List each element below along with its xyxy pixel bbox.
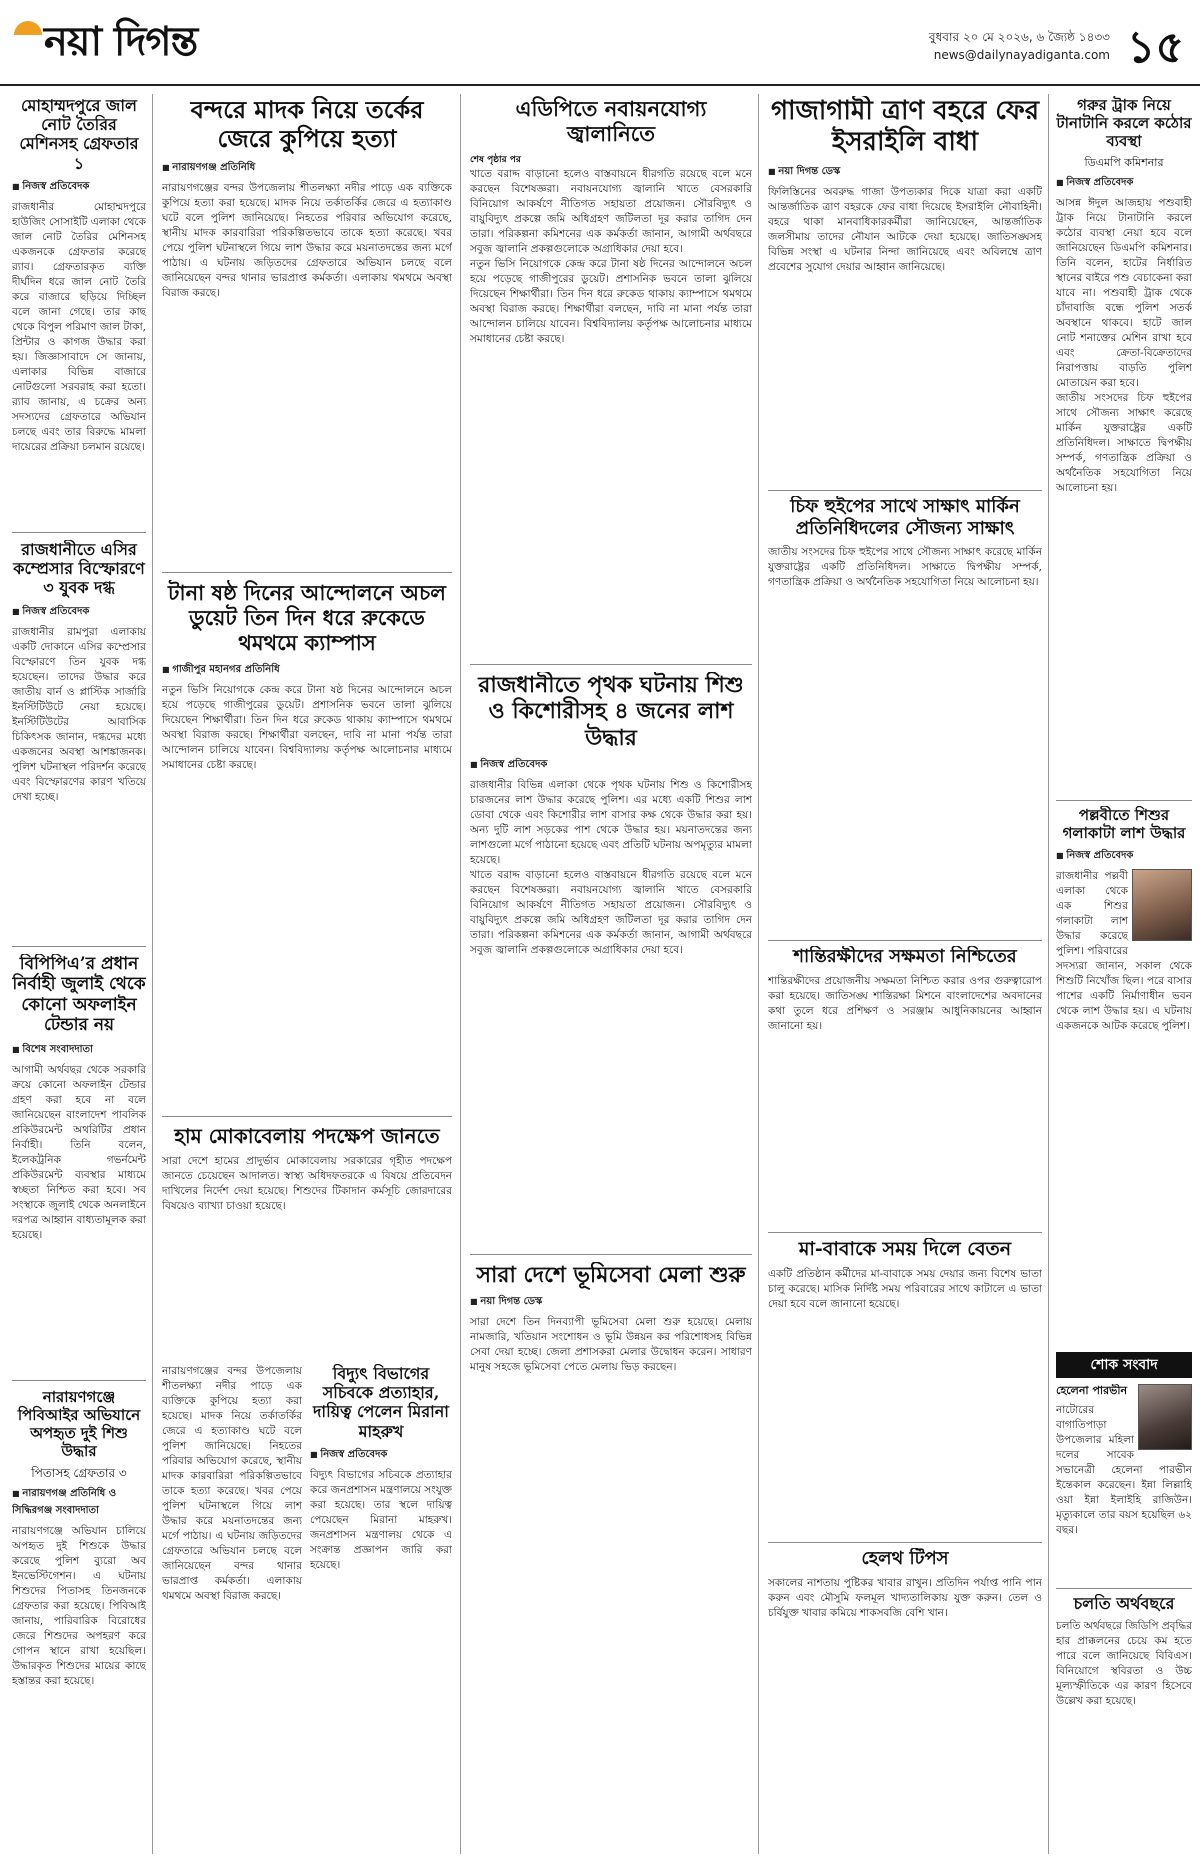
article-gaza-flotilla (768, 96, 1042, 486)
divider (162, 1116, 452, 1117)
article-body: রাজধানীর বিভিন্ন এলাকা থেকে পৃথক ঘটনায় শিশু ও কিশোরীসহ চারজনের লাশ উদ্ধার করেছে পুলিশ। এর মধ্যে একটি শিশুর লাশ ডোবা থেকে এবং কিশোরীর লাশ বাসার কক্ষ থেকে উদ্ধার করা হয়। অন্য দুটি লাশ সড়কের পাশ থেকে উদ্ধার হয়। ময়নাতদন্তের জন্য লাশগুলো মর্গে পাঠানো হয়েছে এবং প্রতিটি ঘটনায় অপমৃত্যুর মামলা হয়েছে। (470, 779, 752, 867)
subheadline: ডিএমপি কমিশনার (1084, 156, 1164, 169)
article-health-tips (768, 1548, 1042, 1854)
article-body: বিদ্যুৎ বিভাগের সচিবকে প্রত্যাহার করে জনপ্রশাসন মন্ত্রণালয়ে সংযুক্ত করা হয়েছে। তার স্থলে দায়িত্ব পেয়েছেন মিরানা মাহরুখ। জনপ্রশাসন মন্ত্রণালয় থেকে এ সংক্রান্ত প্রজ্ঞাপন জারি করা হয়েছে। (310, 1468, 452, 1571)
article-pbi-rescue (12, 1388, 146, 1854)
article-body: নতুন ভিসি নিয়োগকে কেন্দ্র করে টানা ষষ্ঠ দিনের আন্দোলনে অচল হয়ে পড়েছে গাজীপুরের ডুয়েট। প্রশাসনিক ভবনে তালা ঝুলিয়ে দিয়েছেন শিক্ষার্থীরা। তিন দিন ধরে রুকেড থাকায় ক্যাম্পাসে থমথমে অবস্থা বিরাজ করছে। শিক্ষার্থীরা বলছেন, দাবি না মানা পর্যন্ত তারা আন্দোলন চালিয়ে যাবেন। বিশ্ববিদ্যালয় কর্তৃপক্ষ আলোচনার মাধ্যমে সমাধানের চেষ্টা করছে। (162, 683, 452, 771)
article-cattle-truck (1056, 96, 1192, 796)
divider (768, 1232, 1042, 1233)
divider (470, 664, 752, 665)
article-bppa (12, 954, 146, 1374)
article-body: নারায়ণগঞ্জে অভিযান চালিয়ে অপহৃত দুই শিশুকে উদ্ধার করেছে পুলিশ ব্যুরো অব ইনভেস্টিগেশন। এ ঘটনায় শিশুদের পিতাসহ তিনজনকে গ্রেফতার করা হয়েছে। পিবিআই জানায়, পারিবারিক বিরোধের জেরে শিশুদের অপহরণ করে গোপন স্থানে রাখা হয়েছিল। উদ্ধারকৃত শিশুদের মায়ের কাছে হস্তান্তর করা হয়েছে। (12, 1525, 146, 1688)
obituary-photo (1138, 1384, 1192, 1450)
headline[interactable]: বিপিপিএ’র প্রধান নির্বাহী জুলাই থেকে কোনো অফলাইন টেন্ডার নয় (12, 954, 146, 1036)
byline: ■ নয়া দিগন্ত ডেস্ক (768, 164, 1042, 181)
website[interactable]: news@dailynayadiganta.com (933, 48, 1110, 62)
article-body: নতুন ভিসি নিয়োগকে কেন্দ্র করে টানা ষষ্ঠ দিনের আন্দোলনে অচল হয়ে পড়েছে গাজীপুরের ডুয়েট। প্রশাসনিক ভবনে তালা ঝুলিয়ে দিয়েছেন শিক্ষার্থীরা। তিন দিন ধরে রুকেড থাকায় ক্যাম্পাসে থমথমে অবস্থা বিরাজ করছে। শিক্ষার্থীরা বলছেন, দাবি না মানা পর্যন্ত তারা আন্দোলন চালিয়ে যাবেন। বিশ্ববিদ্যালয় কর্তৃপক্ষ আলোচনার মাধ্যমে সমাধানের চেষ্টা করছে। (470, 258, 752, 346)
headline[interactable]: রাজধানীতে এসির কম্প্রেসার বিস্ফোরণে ৩ যুবক দগ্ধ (13, 540, 145, 598)
article-pallabi-child (1056, 806, 1192, 1346)
obituary-box-title: শোক সংবাদ (1056, 1352, 1192, 1378)
article-body: নারায়ণগঞ্জের বন্দর উপজেলায় শীতলক্ষ্যা নদীর পাড়ে এক ব্যক্তিকে কুপিয়ে হত্যা করা হয়েছে। মাদক নিয়ে তর্কাতর্কির জেরে এ হত্যাকাণ্ড ঘটে বলে পুলিশ জানিয়েছে। নিহতের পরিবার অভিযোগ করেছে, স্থানীয় মাদক কারবারিরা পরিকল্পিতভাবে তাকে হত্যা করেছে। খবর পেয়ে পুলিশ ঘটনাস্থলে গিয়ে লাশ উদ্ধার করে ময়নাতদন্তের জন্য মর্গে পাঠায়। এ ঘটনায় জড়িতদের গ্রেফতারে অভিযান চলছে বলে জানিয়েছেন বন্দর থানার ভারপ্রাপ্ত কর্মকর্তা। এলাকায় থমথমে অবস্থা বিরাজ করছে। (162, 181, 452, 299)
masthead (0, 0, 1200, 86)
headline[interactable]: নারায়ণগঞ্জে পিবিআইর অভিযানে অপহৃত দুই শিশু উদ্ধার (17, 1388, 141, 1460)
article-body: আসন্ন ঈদুল আজহায় পশুবাহী ট্রাক নিয়ে টানাটানি করলে কঠোর ব্যবস্থা নেয়া হবে বলে জানিয়েছেন ডিএমপি কমিশনার। তিনি বলেন, হাটের নির্ধারিত স্থানের বাইরে পশু বেচাকেনা করা যাবে না। পশুবাহী ট্রাক থেকে চাঁদাবাজি বন্ধে পুলিশ সতর্ক অবস্থানে থাকবে। হাটে জাল নোট শনাক্তের মেশিন রাখা হবে এবং ক্রেতা-বিক্রেতাদের নিরাপত্তায় বাড়তি পুলিশ মোতায়েন করা হবে। (1056, 197, 1192, 390)
headline[interactable]: চিফ হুইপের সাথে সাক্ষাৎ মার্কিন প্রতিনিধিদলের সৌজন্য সাক্ষাৎ (790, 496, 1020, 539)
article-land-fair (470, 1262, 752, 1854)
divider (1056, 800, 1192, 801)
divider (768, 1542, 1042, 1543)
headline[interactable]: মোহাম্মদপুরে জাল নোট তৈরির মেশিনসহ গ্রেফতার ১ (19, 96, 139, 173)
divider (162, 572, 452, 573)
article-ac-blast (12, 540, 146, 940)
byline: ■ নিজস্ব প্রতিবেদক (1056, 175, 1192, 192)
article-body: নারায়ণগঞ্জের বন্দর উপজেলায় শীতলক্ষ্যা নদীর পাড়ে এক ব্যক্তিকে কুপিয়ে হত্যা করা হয়েছে। মাদক নিয়ে তর্কাতর্কির জেরে এ হত্যাকাণ্ড ঘটে বলে পুলিশ জানিয়েছে। নিহতের পরিবার অভিযোগ করেছে, স্থানীয় মাদক কারবারিরা পরিকল্পিতভাবে তাকে হত্যা করেছে। খবর পেয়ে পুলিশ ঘটনাস্থলে গিয়ে লাশ উদ্ধার করে ময়নাতদন্তের জন্য মর্গে পাঠায়। এ ঘটনায় জড়িতদের গ্রেফতারে অভিযান চলছে বলে জানিয়েছেন বন্দর থানার ভারপ্রাপ্ত কর্মকর্তা। এলাকায় থমথমে অবস্থা বিরাজ করছে। (162, 1365, 302, 1602)
article-body: রাজধানীর রামপুরা এলাকায় একটি দোকানে এসির কম্প্রেসার বিস্ফোরণে তিন যুবক দগ্ধ হয়েছেন। তাদের উদ্ধার করে জাতীয় বার্ন ও প্লাস্টিক সার্জারি ইনস্টিটিউটে নেয়া হয়েছে। ইনস্টিটিউটের আবাসিক চিকিৎসক জানান, দগ্ধদের মধ্যে একজনের অবস্থা আশঙ্কাজনক। পুলিশ ঘটনাস্থল পরিদর্শন করেছে এবং বিস্ফোরণের কারণ খতিয়ে দেখা হচ্ছে। (12, 625, 146, 803)
article-body: রাজধানীর পল্লবী এলাকা থেকে এক শিশুর গলাকাটা লাশ উদ্ধার করেছে পুলিশ। পরিবারের সদস্যরা জানান, সকাল থেকে শিশুটি নিখোঁজ ছিল। পরে বাসার পাশের একটি নির্মাণাধীন ভবন থেকে লাশ উদ্ধার হয়। এ ঘটনায় একজনকে আটক করেছে পুলিশ। (1056, 870, 1192, 1032)
byline: ■ নারায়ণগঞ্জ প্রতিনিধি (162, 160, 452, 177)
divider (12, 532, 146, 533)
article-obituary (1056, 1384, 1192, 1584)
byline: ■ নিজস্ব প্রতিবেদক (12, 179, 146, 196)
article-body: সকালের নাশতায় পুষ্টিকর খাবার রাখুন। প্রতিদিন পর্যাপ্ত পানি পান করুন এবং মৌসুমি ফলমূল খাদ্যতালিকায় যুক্ত করুন। তেল ও চর্বিযুক্ত খাবার কমিয়ে শাকসবজি বেশি খান। (768, 1576, 1042, 1619)
headline[interactable]: পল্লবীতে শিশুর গলাকাটা লাশ উদ্ধার (1062, 806, 1186, 842)
headline[interactable]: বিদ্যুৎ বিভাগের সচিবকে প্রত্যাহার, দায়িত্ব পেলেন মিরানা মাহরুখ (313, 1364, 449, 1441)
article-body: সারা দেশে হামের প্রাদুর্ভাব মোকাবেলায় সরকারের গৃহীত পদক্ষেপ জানতে চেয়েছেন আদালত। স্বাস্থ্য অধিদফতরকে এ বিষয়ে প্রতিবেদন দাখিলের নির্দেশ দেয়া হয়েছে। শিশুদের টিকাদান কর্মসূচি জোরদারের বিষয়েও ব্যাখ্যা চাওয়া হয়েছে। (162, 1155, 452, 1212)
article-body: খাতে বরাদ্দ বাড়ানো হলেও বাস্তবায়নে ধীরগতি রয়েছে বলে মনে করছেন বিশেষজ্ঞরা। নবায়নযোগ্য জ্বালানি খাতে বেসরকারি বিনিয়োগ আকর্ষণে নীতিগত সহায়তা প্রয়োজন। সৌরবিদ্যুৎ ও বায়ুবিদ্যুৎ প্রকল্পে জমি অধিগ্রহণ জটিলতা দূর করার তাগিদ দেন তারা। পরিকল্পনা কমিশনের এক কর্মকর্তা জানান, আগামী অর্থবছরে সবুজ জ্বালানি প্রকল্পগুলোকে অগ্রাধিকার দেয়া হবে। (470, 869, 752, 957)
divider (470, 1254, 752, 1255)
divider (1056, 1588, 1192, 1589)
article-parents-salary (768, 1238, 1042, 1538)
headline[interactable]: টানা ষষ্ঠ দিনের আন্দোলনে অচল ডুয়েট তিন দিন ধরে রুকেডে থমথমে ক্যাম্পাস (168, 580, 446, 656)
page-number: ১৫ (1126, 22, 1184, 73)
article-body: আগামী অর্থবছর থেকে সরকারি ক্রয়ে কোনো অফলাইন টেন্ডার গ্রহণ করা হবে না বলে জানিয়েছেন বাংলাদেশ পাবলিক প্রকিউরমেন্ট অথরিটির প্রধান নির্বাহী। তিনি বলেন, ইলেকট্রনিক গভর্নমেন্ট প্রকিউরমেন্ট ব্যবস্থার মাধ্যমে স্বচ্ছতা নিশ্চিত করা হবে। সব সংস্থাকে জুলাই থেকে অনলাইনে দরপত্র আহ্বান বাধ্যতামূলক করা হয়েছে। (12, 1063, 146, 1241)
headline[interactable]: শান্তিরক্ষীদের সক্ষমতা নিশ্চিতের (793, 946, 1017, 967)
divider (768, 490, 1042, 491)
headline[interactable]: এডিপিতে নবায়নযোগ্য জ্বালানিতে (515, 96, 707, 147)
article-continued (162, 1364, 302, 1854)
article-peacekeepers (768, 946, 1042, 1226)
article-fiscal-year (1056, 1594, 1192, 1854)
byline: ■ বিশেষ সংবাদদাতা (12, 1042, 146, 1059)
byline: ■ নারায়ণগঞ্জ প্রতিনিধি ও সিদ্ধিরগঞ্জ সংবাদদাতা (12, 1486, 146, 1520)
article-jal-note (12, 96, 146, 526)
headline[interactable]: চলতি অর্থবছরে (1073, 1594, 1175, 1613)
headline[interactable]: মা-বাবাকে সময় দিলে বেতন (798, 1238, 1012, 1260)
article-body: জাতীয় সংসদের চিফ হুইপের সাথে সৌজন্য সাক্ষাৎ করেছে মার্কিন যুক্তরাষ্ট্রের একটি প্রতিনিধিদল। সাক্ষাতে দ্বিপক্ষীয় সম্পর্ক, গণতান্ত্রিক প্রক্রিয়া ও অর্থনৈতিক সহযোগিতা নিয়ে আলোচনা হয়। (1056, 392, 1192, 495)
byline: ■ নিজস্ব প্রতিবেদক (1056, 848, 1192, 865)
continuation-note: শেষ পৃষ্ঠার পর (470, 155, 521, 166)
article-measles (162, 1124, 452, 1364)
logo-text: নয়া দিগন্ত (44, 18, 198, 65)
obituary-name: হেলেনা পারভীন (1056, 1384, 1128, 1397)
column-rule (460, 94, 461, 1854)
byline: ■ নয়া দিগন্ত ডেস্ক (470, 1294, 752, 1311)
child-photo (1132, 869, 1192, 941)
article-body: সারা দেশে তিন দিনব্যাপী ভূমিসেবা মেলা শুরু হয়েছে। মেলায় নামজারি, খতিয়ান সংশোধন ও ভূমি উন্নয়ন কর পরিশোধসহ বিভিন্ন সেবা দেয়া হচ্ছে। জেলা প্রশাসকরা মেলার উদ্বোধন করেন। সাধারণ মানুষ সহজে ভূমিসেবা পেতে মেলায় ভিড় করছেন। (470, 1316, 752, 1374)
byline: ■ নিজস্ব প্রতিবেদক (470, 757, 752, 774)
dateline (929, 28, 1110, 64)
article-power-secretary (310, 1364, 452, 1854)
byline: ■ নিজস্ব প্রতিবেদক (12, 604, 146, 621)
article-body: ফিলিস্তিনের অবরুদ্ধ গাজা উপত্যকার দিকে যাত্রা করা একটি আন্তর্জাতিক ত্রাণ বহরকে ফের বাধা দিয়েছে ইসরাইলি নৌবাহিনী। বহরে থাকা মানবাধিকারকর্মীরা জানিয়েছেন, আন্তর্জাতিক জলসীমায় তাদের নৌযান আটকে দেয়া হয়েছে। জাতিসঙ্ঘসহ বিভিন্ন সংস্থা এ ঘটনার নিন্দা জানিয়েছে এবং অবিলম্বে ত্রাণ প্রবেশের সুযোগ দেয়ার আহ্বান জানিয়েছে। (768, 186, 1042, 274)
divider (12, 1380, 146, 1381)
newspaper-logo[interactable] (14, 10, 197, 77)
divider (12, 946, 146, 947)
article-chief-whip (768, 496, 1042, 936)
article-four-bodies (470, 672, 752, 1246)
column-rule (1048, 94, 1049, 1854)
byline: ■ গাজীপুর মহানগর প্রতিনিধি (162, 662, 452, 679)
article-adp-renewable (470, 96, 752, 656)
article-bandar-murder (162, 96, 452, 566)
headline[interactable]: বন্দরে মাদক নিয়ে তর্কের জেরে কুপিয়ে হত্যা (190, 96, 424, 153)
subheadline: পিতাসহ গ্রেফতার ৩ (31, 1466, 127, 1480)
column-rule (152, 94, 153, 1854)
article-body: একটি প্রতিষ্ঠান কর্মীদের মা-বাবাকে সময় দেয়ার জন্য বিশেষ ভাতা চালু করেছে। মাসিক নির্দিষ্ট সময় পরিবারের সাথে কাটালে এ ভাতা দেয়া হবে বলে জানানো হয়েছে। (768, 1267, 1042, 1310)
headline[interactable]: গাজাগামী ত্রাণ বহরে ফের ইসরাইলি বাধা (770, 96, 1040, 158)
article-body: শান্তিরক্ষীদের প্রয়োজনীয় সক্ষমতা নিশ্চিত করার ওপর গুরুত্বারোপ করা হয়েছে। জাতিসঙ্ঘ শান্তিরক্ষা মিশনে বাংলাদেশের অবদানের কথা তুলে ধরে প্রশিক্ষণ ও সরঞ্জাম আধুনিকায়নের আহ্বান জানানো হয়। (768, 974, 1042, 1032)
headline[interactable]: হেলথ টিপস (861, 1548, 949, 1569)
issue-date: বুধবার ২০ মে ২০২৬, ৬ জ্যৈষ্ঠ ১৪৩৩ (928, 30, 1110, 44)
headline[interactable]: রাজধানীতে পৃথক ঘটনায় শিশু ও কিশোরীসহ ৪ জনের লাশ উদ্ধার (478, 672, 744, 751)
article-duet (162, 580, 452, 1110)
headline[interactable]: সারা দেশে ভূমিসেবা মেলা শুরু (476, 1262, 746, 1288)
sun-icon (14, 21, 42, 35)
article-body: রাজধানীর মোহাম্মদপুরে হাউজিং সোসাইটি এলাকা থেকে জাল নোট তৈরির মেশিনসহ একজনকে গ্রেফতার করেছে র‍্যাব। গ্রেফতারকৃত ব্যক্তি দীর্ঘদিন ধরে জাল নোট তৈরি করে বাজারে ছড়িয়ে দিচ্ছিল বলে জানা গেছে। তার কাছ থেকে বিপুল পরিমাণ জাল টাকা, প্রিন্টার ও কাগজ উদ্ধার করা হয়। জিজ্ঞাসাবাদে সে জানায়, এলাকার বিভিন্ন বাজারে নোটগুলো সরবরাহ করা হতো। র‍্যাব জানায়, এ চক্রের অন্য সদস্যদের গ্রেফতারে অভিযান চলছে এবং তার বিরুদ্ধে মামলা দায়েরের প্রক্রিয়া চলমান রয়েছে। (12, 200, 146, 453)
headline[interactable]: গরুর ট্রাক নিয়ে টানাটানি করলে কঠোর ব্যবস্থা (1056, 96, 1192, 150)
article-body: খাতে বরাদ্দ বাড়ানো হলেও বাস্তবায়নে ধীরগতি রয়েছে বলে মনে করছেন বিশেষজ্ঞরা। নবায়নযোগ্য জ্বালানি খাতে বেসরকারি বিনিয়োগ আকর্ষণে নীতিগত সহায়তা প্রয়োজন। সৌরবিদ্যুৎ ও বায়ুবিদ্যুৎ প্রকল্পে জমি অধিগ্রহণ জটিলতা দূর করার তাগিদ দেন তারা। পরিকল্পনা কমিশনের এক কর্মকর্তা জানান, আগামী অর্থবছরে সবুজ জ্বালানি প্রকল্পগুলোকে অগ্রাধিকার দেয়া হবে। (470, 168, 752, 256)
byline: ■ নিজস্ব প্রতিবেদক (310, 1447, 452, 1464)
article-body: জাতীয় সংসদের চিফ হুইপের সাথে সৌজন্য সাক্ষাৎ করেছে মার্কিন যুক্তরাষ্ট্রের একটি প্রতিনিধিদল। সাক্ষাতে দ্বিপক্ষীয় সম্পর্ক, গণতান্ত্রিক প্রক্রিয়া ও অর্থনৈতিক সহযোগিতা নিয়ে আলোচনা হয়। (768, 546, 1042, 589)
headline[interactable]: হাম মোকাবেলায় পদক্ষেপ জানতে (174, 1124, 440, 1148)
column-rule (758, 94, 759, 1854)
article-body: চলতি অর্থবছরে জিডিপি প্রবৃদ্ধির হার প্রাক্কলনের চেয়ে কম হতে পারে বলে জানিয়েছে বিবিএস। বিনিয়োগে স্থবিরতা ও উচ্চ মূল্যস্ফীতিকে এর কারণ হিসেবে উল্লেখ করা হয়েছে। (1056, 1620, 1192, 1708)
divider (768, 940, 1042, 941)
article-body: নাটোরের বাগাতিপাড়া উপজেলার মহিলা দলের সাবেক সভানেত্রী হেলেনা পারভীন ইন্তেকাল করেছেন। ইন্না লিল্লাহি ওয়া ইন্না ইলাইহি রাজিউন। মৃত্যুকালে তার বয়স হয়েছিল ৬২ বছর। (1056, 1404, 1192, 1537)
